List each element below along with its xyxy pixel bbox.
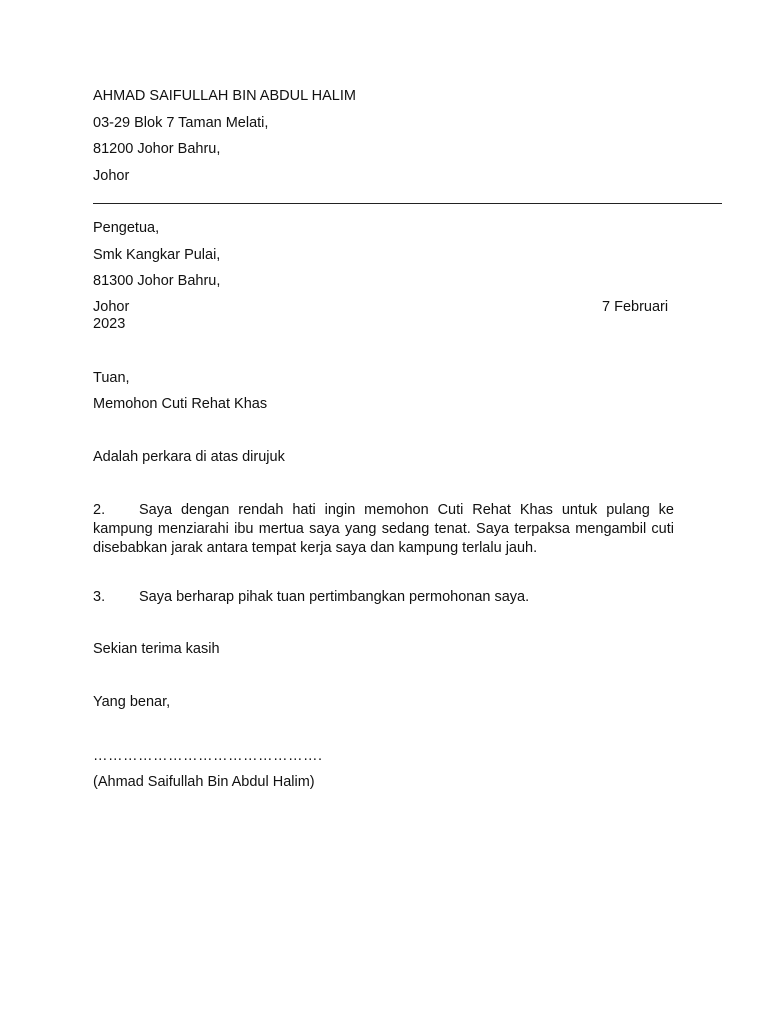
- paragraph-3-text: Saya berharap pihak tuan pertimbangkan permohonan saya.: [139, 589, 530, 605]
- paragraph-2: [93, 501, 674, 558]
- recipient-address-line2: Johor: [93, 299, 130, 315]
- header-divider: [93, 203, 722, 204]
- subject-line: Memohon Cuti Rehat Khas: [93, 396, 268, 412]
- paragraph-3: [93, 588, 674, 607]
- closing-line: Sekian terima kasih: [93, 641, 220, 657]
- sender-address-line2: 81200 Johor Bahru,: [93, 141, 221, 157]
- paragraph-2-text: Saya dengan rendah hati ingin memohon Cuti Rehat Khas untuk pulang ke kampung menziarahi ibu mertua saya yang sedang tenat. Saya terpaksa mengambil cuti disebabkan jarak antara tempat kerja saya dan kampung terlalu jauh.: [93, 502, 674, 556]
- sender-address-line1: 03-29 Blok 7 Taman Melati,: [93, 115, 269, 131]
- sender-name: AHMAD SAIFULLAH BIN ABDUL HALIM: [93, 88, 356, 104]
- signature-line: ……………………………………….: [93, 748, 323, 764]
- recipient-school: Smk Kangkar Pulai,: [93, 247, 221, 263]
- sender-address-line3: Johor: [93, 168, 130, 184]
- signature-name: (Ahmad Saifullah Bin Abdul Halim): [93, 774, 315, 790]
- letter-date-year: 2023: [93, 316, 126, 332]
- paragraph-3-number: 3.: [93, 589, 106, 605]
- recipient-title: Pengetua,: [93, 220, 160, 236]
- opening-line: Adalah perkara di atas dirujuk: [93, 449, 285, 465]
- sign-off: Yang benar,: [93, 694, 171, 710]
- recipient-address-line1: 81300 Johor Bahru,: [93, 273, 221, 289]
- letter-date-day-month: 7 Februari: [602, 299, 669, 315]
- paragraph-2-number: 2.: [93, 502, 106, 518]
- salutation: Tuan,: [93, 370, 130, 386]
